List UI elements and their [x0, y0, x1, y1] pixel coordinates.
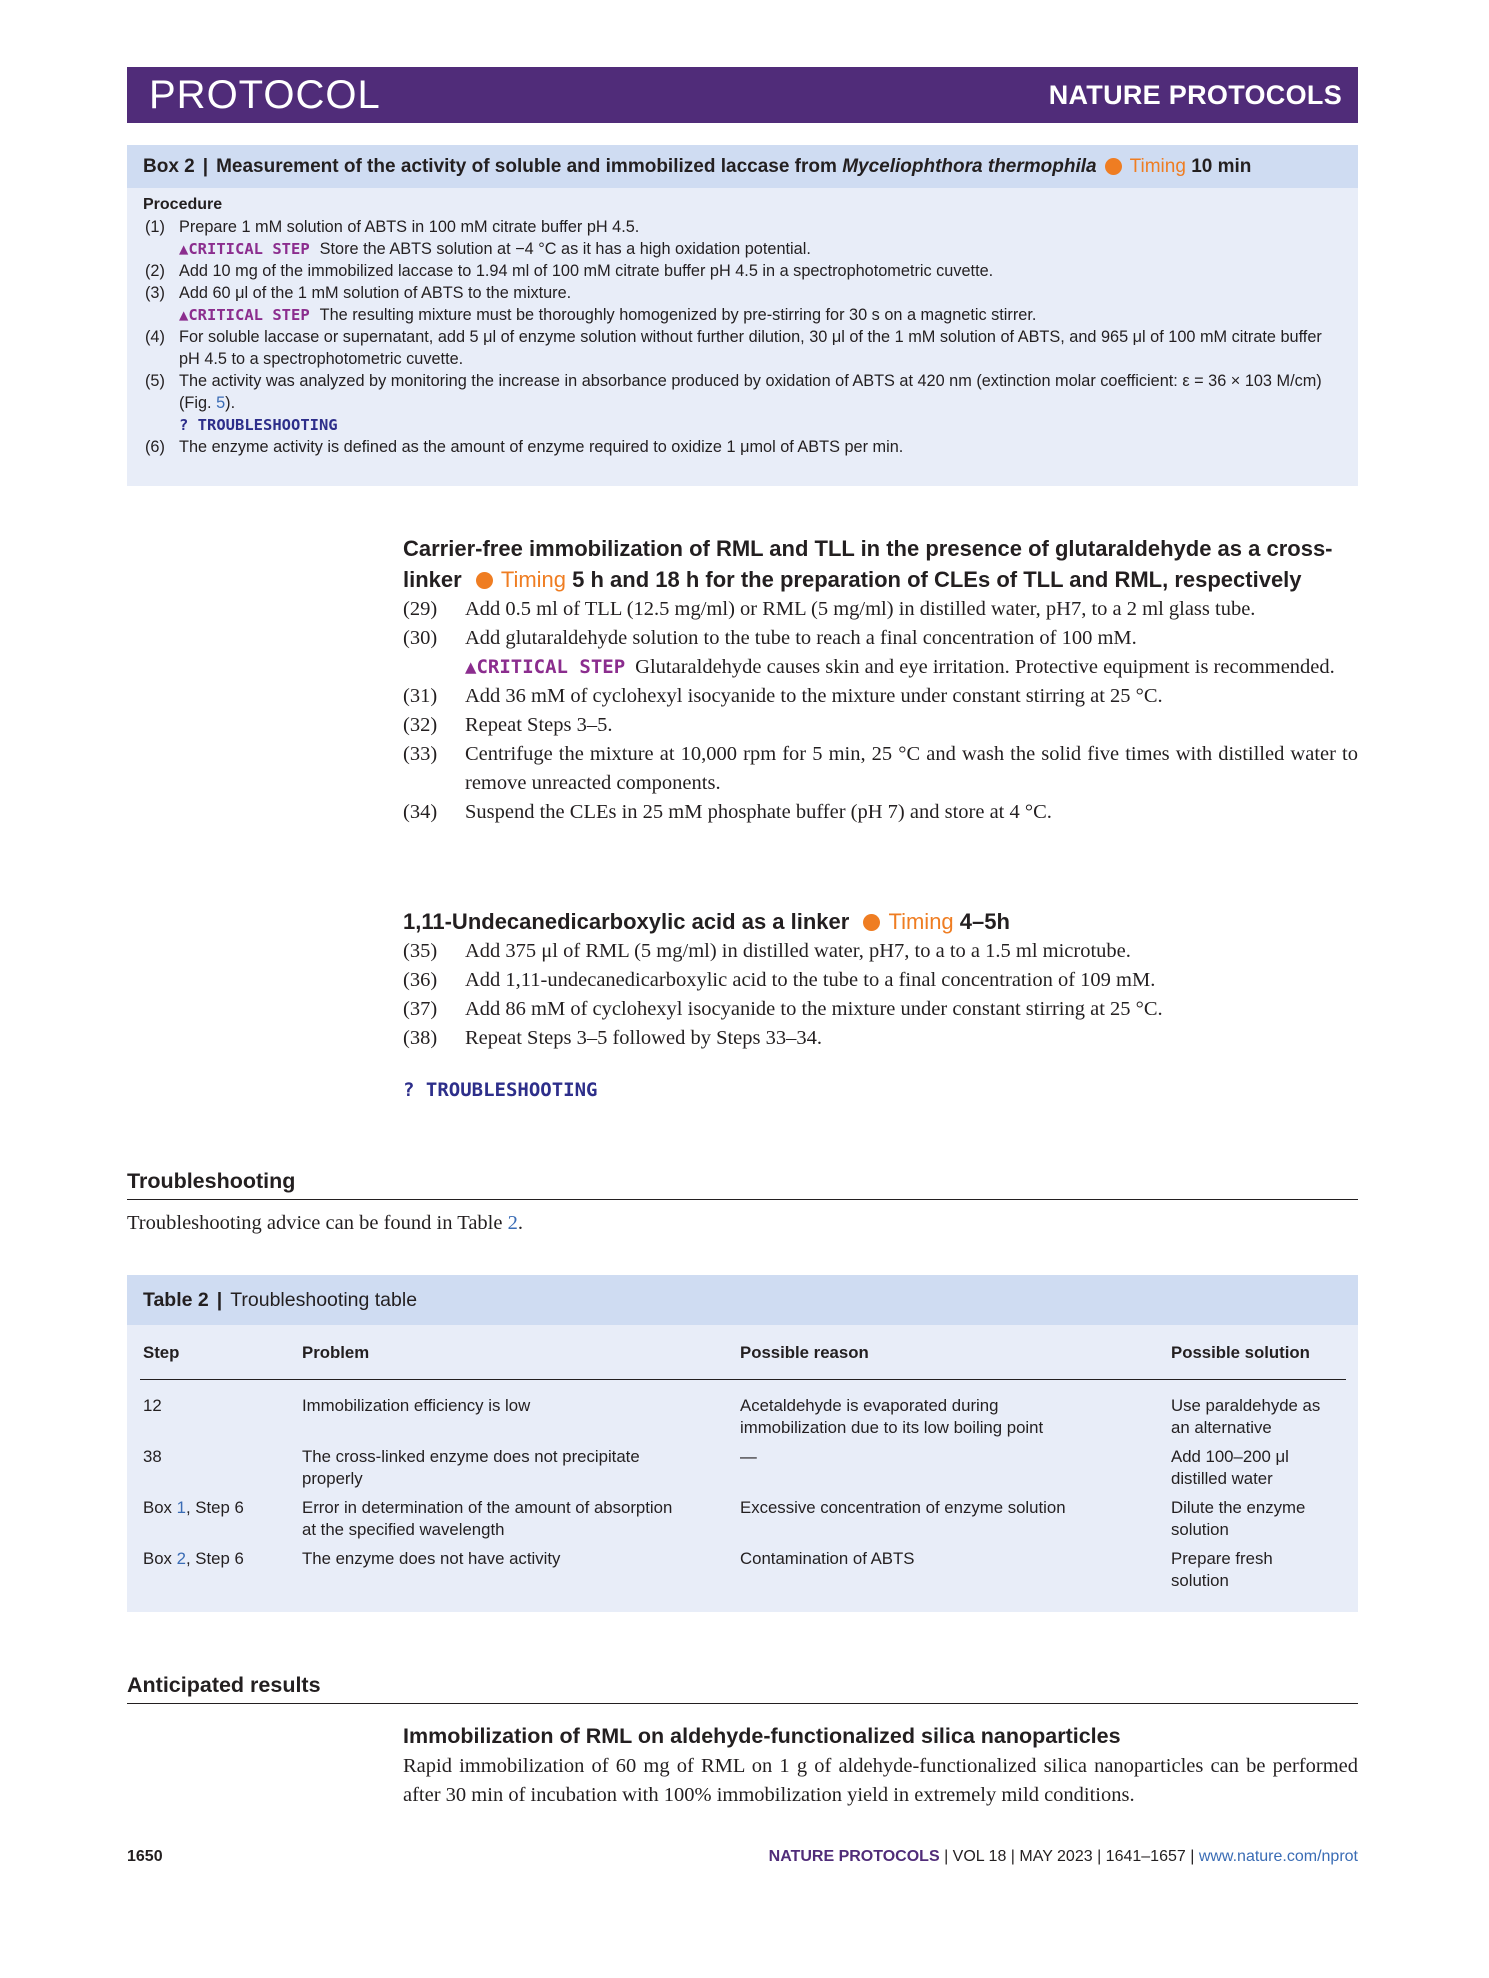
box-step: (5) The activity was analyzed by monitoring the increase in absorbance produced by oxidation of ABTS at 420 nm (extinction molar coefficient: ε = 36 × 103 M/cm) (Fig. 5). — [145, 372, 1322, 412]
critical-step-label: ▲CRITICAL STEP — [179, 306, 310, 324]
column-header: Problem — [302, 1343, 370, 1362]
table-rule — [140, 1379, 1346, 1380]
box-critical-step: ▲CRITICAL STEP Store the ABTS solution at −4 °C as it has a high oxidation potential. — [179, 240, 811, 258]
troubleshooting-heading: Troubleshooting — [127, 1169, 1358, 1200]
separator: | — [202, 155, 209, 177]
box-step: (4) For soluble laccase or supernatant, add 5 μl of enzyme solution without further dilution, 30 μl of the 1 mM solution of ABTS, and 965 μl of 100 mM citrate buffer pH 4.5 to a spectrophotometric cuvette. — [145, 328, 1322, 368]
timing-value: 10 min — [1191, 155, 1252, 177]
protocol-critical-step: ▲CRITICAL STEP Glutaraldehyde causes skin and eye irritation. Protective equipment is recommended. — [465, 656, 1335, 678]
protocol-step: (32) Repeat Steps 3–5. — [403, 714, 613, 736]
box-link[interactable]: 1 — [176, 1498, 186, 1517]
timing-dot-icon — [1105, 158, 1122, 175]
box-step: (6) The enzyme activity is defined as the amount of enzyme required to oxidize 1 μmol of ABTS per min. — [145, 438, 904, 456]
anticipated-paragraph: Rapid immobilization of 60 mg of RML on 1 g of aldehyde-functionalized silica nanoparticles can be performed after 30 min of incubation with 100% immobilization yield in extremely mild conditions. — [403, 1755, 1358, 1806]
anticipated-heading: Anticipated results — [127, 1673, 1358, 1704]
protocol-step: (37) Add 86 mM of cyclohexyl isocyanide to the mixture under constant stirring at 25 °C. — [403, 998, 1163, 1020]
column-header: Step — [143, 1343, 180, 1362]
header-banner — [127, 67, 1358, 123]
undecane-section — [403, 906, 1358, 1101]
critical-step-label: ▲CRITICAL STEP — [465, 656, 626, 678]
troubleshooting-link[interactable]: ? TROUBLESHOOTING — [179, 416, 338, 434]
journal-url-link[interactable]: www.nature.com/nprot — [1198, 1848, 1358, 1865]
table-link[interactable]: 2 — [507, 1212, 518, 1234]
box-step: (3) Add 60 μl of the 1 mM solution of ABTS to the mixture. — [145, 284, 572, 302]
box-link[interactable]: 2 — [176, 1549, 186, 1568]
timing-label: Timing — [500, 567, 567, 592]
timing-value: 5 h and 18 h for the preparation of CLEs of TLL and RML, respectively — [572, 567, 1302, 592]
timing-dot-icon — [476, 572, 493, 589]
table-2: Table 2 | Troubleshooting table Step Problem Possible reason Possible solution 12 Immobilization efficiency is low Acetaldehyde is evaporated during immobilization due to its low boiling point Use paraldehyde as an alternative 38 The cross-linked enzyme does not precipitate properly — Add 100–200 μl distilled water Box 1, Step 6 Error in determination of the amount of absorption at the specified wavelength Excessive concentration of enzyme solution Dilute the enzyme solution Box 2, Step 6 The enzyme does not have activity Contamination of ABTS Prepare fresh solution — [127, 1275, 1358, 1612]
protocol-step: (36) Add 1,11-undecanedicarboxylic acid to the tube to a final concentration of 109 mM. — [403, 969, 1156, 991]
timing-value: 4–5h — [959, 909, 1010, 934]
box-title-text: Measurement of the activity of soluble and immobilized laccase from — [216, 155, 837, 177]
box-2-title — [127, 145, 1358, 188]
box-troubleshooting — [143, 414, 1342, 436]
procedure-label: Procedure — [143, 196, 223, 213]
timing-dot-icon — [863, 914, 880, 931]
box-step: (1) Prepare 1 mM solution of ABTS in 100 mM citrate buffer pH 4.5. — [145, 218, 640, 236]
anticipated-subheading: Immobilization of RML on aldehyde-functionalized silica nanoparticles — [403, 1724, 1121, 1748]
table-title: Table 2 | Troubleshooting table — [127, 1275, 1358, 1325]
journal-name: NATURE PROTOCOLS — [1048, 79, 1342, 110]
section-heading: 1,11-Undecanedicarboxylic acid as a linker Timing 4–5h — [403, 909, 1010, 934]
troubleshooting-text: Troubleshooting advice can be found in Table 2. — [127, 1212, 523, 1234]
critical-step-label: ▲CRITICAL STEP — [179, 240, 310, 258]
box-critical-step: ▲CRITICAL STEP The resulting mixture must be thoroughly homogenized by pre-stirring for 30 s on a magnetic stirrer. — [179, 306, 1037, 324]
column-header: Possible reason — [740, 1343, 869, 1362]
protocol-step: (29) Add 0.5 ml of TLL (12.5 mg/ml) or RML (5 mg/ml) in distilled water, pH7, to a 2 ml glass tube. — [403, 598, 1256, 620]
anticipated-section — [403, 1721, 1358, 1810]
protocol-step: (34) Suspend the CLEs in 25 mM phosphate buffer (pH 7) and store at 4 °C. — [403, 801, 1052, 823]
footer-citation: NATURE PROTOCOLS | VOL 18 | MAY 2023 | 1641–1657 | www.nature.com/nprot — [768, 1848, 1358, 1865]
box-2 — [127, 145, 1358, 486]
protocol-step: (33) Centrifuge the mixture at 10,000 rpm for 5 min, 25 °C and wash the solid five times with distilled water to remove unreacted components. — [403, 743, 1358, 794]
protocol-step: (31) Add 36 mM of cyclohexyl isocyanide to the mixture under constant stirring at 25 °C. — [403, 685, 1163, 707]
section-heading: Carrier-free immobilization of RML and TLL in the presence of glutaraldehyde as a cross-linker Timing 5 h and 18 h for the preparation of CLEs of TLL and RML, respectively — [403, 536, 1333, 592]
troubleshooting-link[interactable]: ? TROUBLESHOOTING — [403, 1079, 598, 1101]
carrier-free-section — [403, 533, 1358, 827]
column-header: Possible solution — [1171, 1343, 1310, 1362]
box-label: Box 2 — [143, 155, 195, 177]
protocol-step: (30) Add glutaraldehyde solution to the tube to reach a final concentration of 100 mM. — [403, 627, 1137, 649]
box-title-species: Myceliophthora thermophila — [842, 155, 1097, 177]
timing-label: Timing — [888, 909, 954, 934]
page-number: 1650 — [127, 1848, 163, 1865]
figure-link[interactable]: 5 — [216, 394, 226, 412]
protocol-step: (35) Add 375 μl of RML (5 mg/ml) in distilled water, pH7, to a to a 1.5 ml microtube. — [403, 940, 1131, 962]
timing-label: Timing — [1129, 155, 1186, 177]
box-step: (2) Add 10 mg of the immobilized laccase to 1.94 ml of 100 mM citrate buffer pH 4.5 in a spectrophotometric cuvette. — [145, 262, 994, 280]
section-label: PROTOCOL — [149, 72, 381, 117]
protocol-step: (38) Repeat Steps 3–5 followed by Steps 33–34. — [403, 1027, 823, 1049]
